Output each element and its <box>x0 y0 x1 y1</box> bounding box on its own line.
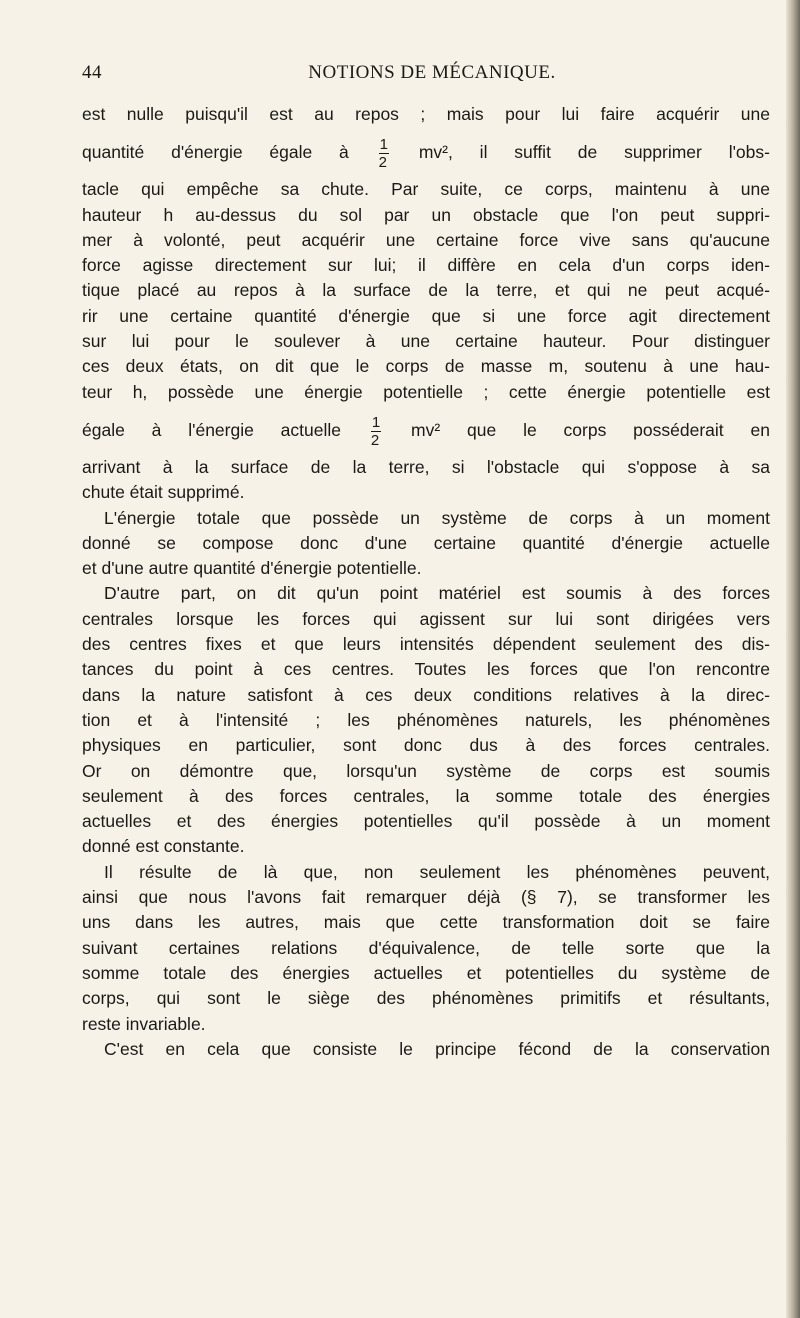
page-header <box>82 62 782 90</box>
text-line: dans la nature satisfont à ces deux conditions relatives à la direc- <box>82 684 770 705</box>
text-line-paragraph-end: chute était supprimé. <box>82 482 245 503</box>
text-line: donné se compose donc d'une certaine quantité d'énergie actuelle <box>82 532 770 553</box>
page-edge-shadow <box>786 0 800 1318</box>
fraction-numerator: 1 <box>379 136 388 154</box>
text-line: physiques en particulier, sont donc dus à des forces centrales. <box>82 735 770 756</box>
fraction-denominator: 2 <box>370 431 380 449</box>
text-line: ces deux états, on dit que le corps de masse m, soutenu à une hau- <box>82 356 770 377</box>
text-line: teur h, possède une énergie potentielle ; cette énergie potentielle est <box>82 381 770 402</box>
text-line-paragraph-end: donné est constante. <box>82 836 245 857</box>
text-line: somme totale des énergies actuelles et potentielles du système de <box>82 962 770 983</box>
text-line-paragraph-start: Il résulte de là que, non seulement les phénomènes peuvent, <box>104 861 770 882</box>
text-line: centrales lorsque les forces qui agissent sur lui sont dirigées vers <box>82 608 770 629</box>
text-line: tances du point à ces centres. Toutes les forces que l'on rencontre <box>82 659 770 680</box>
text-segment: mv² que le corps posséderait en <box>411 419 770 440</box>
text-line: Or on démontre que, lorsqu'un système de corps est soumis <box>82 760 770 781</box>
text-line-paragraph-start: L'énergie totale que possède un système de corps à un moment <box>104 507 770 528</box>
text-line: tacle qui empêche sa chute. Par suite, ce corps, maintenu à une <box>82 179 770 200</box>
text-line: mer à volonté, peut acquérir une certaine force vive sans qu'aucune <box>82 229 770 250</box>
text-line: actuelles et des énergies potentielles qu'il possède à un moment <box>82 811 770 832</box>
text-line-paragraph-end: et d'une autre quantité d'énergie potentielle. <box>82 558 422 579</box>
text-line: hauteur h au-dessus du sol par un obstacle que l'on peut suppri- <box>82 204 770 225</box>
text-segment: quantité d'énergie égale à <box>82 142 349 163</box>
text-line: arrivant à la surface de la terre, si l'obstacle qui s'oppose à sa <box>82 456 770 477</box>
text-line: suivant certaines relations d'équivalence, de telle sorte que la <box>82 937 770 958</box>
text-line: ainsi que nous l'avons fait remarquer déjà (§ 7), se transformer les <box>82 887 770 908</box>
text-line: seulement à des forces centrales, la somme totale des énergies <box>82 785 770 806</box>
text-segment: égale à l'énergie actuelle <box>82 419 342 440</box>
text-line: uns dans les autres, mais que cette transformation doit se faire <box>82 912 770 933</box>
text-line-with-fraction <box>82 127 770 177</box>
text-line: tion et à l'intensité ; les phénomènes naturels, les phénomènes <box>82 709 770 730</box>
text-line: force agisse directement sur lui; il diffère en cela d'un corps iden- <box>82 255 770 276</box>
text-line-paragraph-start: D'autre part, on dit qu'un point matériel est soumis à des forces <box>104 583 770 604</box>
body-text <box>82 102 770 1062</box>
text-line-paragraph-start: C'est en cela que consiste le principe fécond de la conservation <box>104 1038 770 1059</box>
fraction-denominator: 2 <box>378 154 387 172</box>
fraction-one-half <box>379 137 389 170</box>
text-line: tique placé au repos à la surface de la terre, et qui ne peut acqué- <box>82 280 770 301</box>
text-line-paragraph-end: reste invariable. <box>82 1013 206 1034</box>
text-line: est nulle puisqu'il est au repos ; mais pour lui faire acquérir une <box>82 104 770 124</box>
text-line: corps, qui sont le siège des phénomènes primitifs et résultants, <box>82 988 770 1009</box>
text-line-with-fraction <box>82 405 770 455</box>
text-line: rir une certaine quantité d'énergie que si une force agit directement <box>82 305 770 326</box>
text-line: sur lui pour le soulever à une certaine hauteur. Pour distinguer <box>82 331 770 352</box>
page-number: 44 <box>82 62 102 83</box>
text-line: des centres fixes et que leurs intensités dépendent seulement des dis- <box>82 634 770 655</box>
fraction-one-half <box>371 415 381 448</box>
fraction-numerator: 1 <box>371 413 381 431</box>
text-segment: mv², il suffit de supprimer l'obs- <box>418 142 770 163</box>
running-head: NOTIONS DE MÉCANIQUE. <box>308 62 556 83</box>
